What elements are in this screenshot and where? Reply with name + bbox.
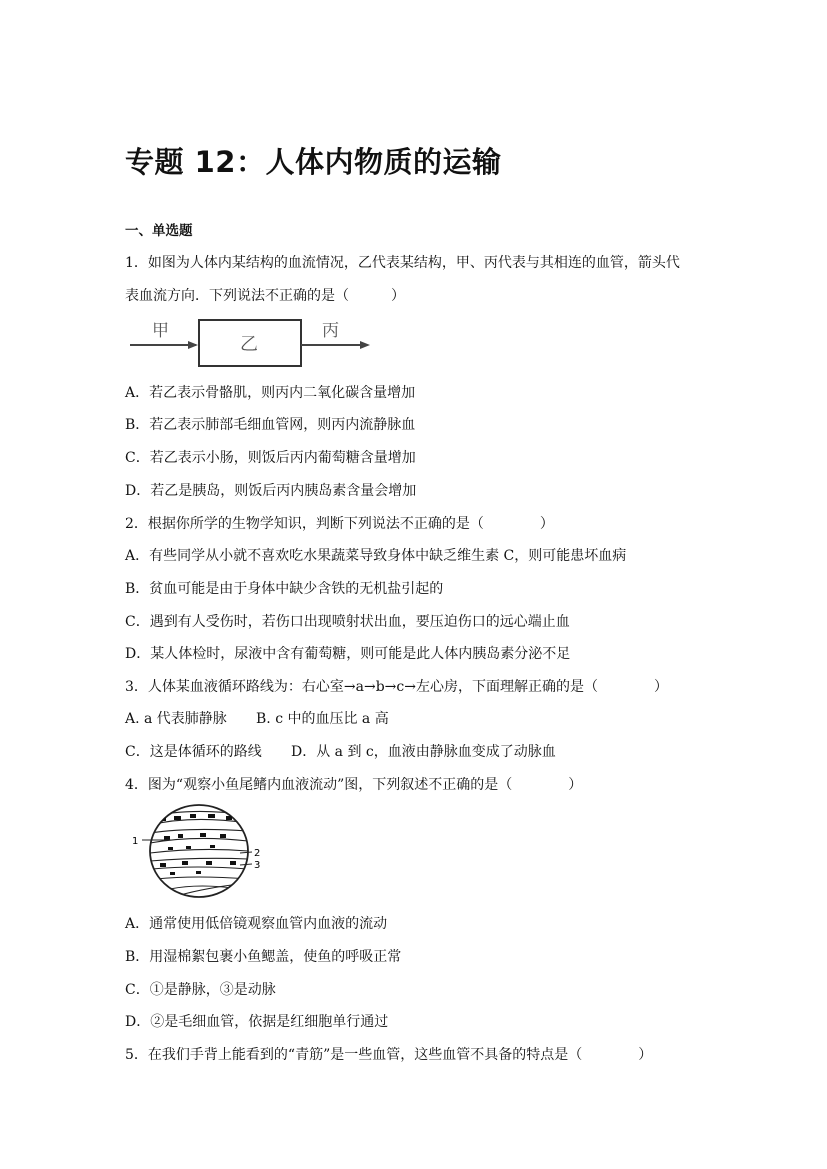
q4-option-d: D．②是毛细血管，依据是红细胞单行通过 bbox=[125, 1014, 389, 1030]
q1-option-d: D．若乙是胰岛，则饭后丙内胰岛素含量会增加 bbox=[125, 483, 417, 499]
q1-flow-diagram bbox=[128, 316, 373, 368]
q1-option-a: A．若乙表示骨骼肌，则丙内二氧化碳含量增加 bbox=[125, 385, 416, 401]
q1-stem-line1: 1．如图为人体内某结构的血流情况，乙代表某结构，甲、丙代表与其相连的血管，箭头代 bbox=[125, 255, 680, 271]
q1-left-arrowhead bbox=[188, 341, 198, 349]
q4-option-a: A．通常使用低倍镜观察血管内血液的流动 bbox=[125, 916, 388, 932]
q3-option-d: D．从 a 到 c，血液由静脉血变成了动脉血 bbox=[291, 744, 556, 760]
q2-option-d: D．某人体检时，尿液中含有葡萄糖，则可能是此人体内胰岛素分泌不足 bbox=[125, 646, 571, 662]
q1-label-yi: 乙 bbox=[240, 334, 258, 355]
q1-right-arrowhead bbox=[360, 341, 370, 349]
q4-stem: 4．图为“观察小鱼尾鳍内血液流动”图，下列叙述不正确的是（ ） bbox=[125, 777, 583, 793]
q4-option-c: C．①是静脉，③是动脉 bbox=[125, 982, 276, 998]
q4-label-1: 1 bbox=[132, 836, 139, 847]
section-heading: 一、单选题 bbox=[125, 223, 193, 239]
q1-stem-line2: 表血流方向．下列说法不正确的是（ ） bbox=[125, 288, 405, 304]
q3-option-b: B. c 中的血压比 a 高 bbox=[256, 711, 389, 727]
q4-option-b: B．用湿棉絮包裹小鱼鳃盖，使鱼的呼吸正常 bbox=[125, 949, 402, 965]
q2-option-c: C．遇到有人受伤时，若伤口出现喷射状出血，要压迫伤口的远心端止血 bbox=[125, 614, 570, 630]
q2-option-a: A．有些同学从小就不喜欢吃水果蔬菜导致身体中缺乏维生素 C，则可能患坏血病 bbox=[125, 548, 627, 564]
q1-label-jia: 甲 bbox=[152, 321, 169, 341]
q1-label-bing: 丙 bbox=[322, 321, 339, 341]
q4-fish-tail-diagram bbox=[130, 803, 265, 899]
q3-option-a: A. a 代表肺静脉 bbox=[125, 711, 227, 727]
page-title: 专题 12：人体内物质的运输 bbox=[125, 145, 502, 179]
q2-stem: 2．根据你所学的生物学知识，判断下列说法不正确的是（ ） bbox=[125, 516, 554, 532]
q1-option-b: B．若乙表示肺部毛细血管网，则丙内流静脉血 bbox=[125, 417, 416, 433]
q1-option-c: C．若乙表示小肠，则饭后丙内葡萄糖含量增加 bbox=[125, 450, 416, 466]
q3-option-c: C．这是体循环的路线 bbox=[125, 744, 262, 760]
q5-stem: 5．在我们手背上能看到的“青筋”是一些血管，这些血管不具备的特点是（ ） bbox=[125, 1047, 653, 1063]
q4-label-3: 3 bbox=[254, 860, 261, 871]
q3-stem: 3．人体某血液循环路线为：右心室→a→b→c→左心房，下面理解正确的是（ ） bbox=[125, 679, 668, 695]
q4-label-2: 2 bbox=[254, 848, 261, 859]
q2-option-b: B．贫血可能是由于身体中缺少含铁的无机盐引起的 bbox=[125, 581, 444, 597]
